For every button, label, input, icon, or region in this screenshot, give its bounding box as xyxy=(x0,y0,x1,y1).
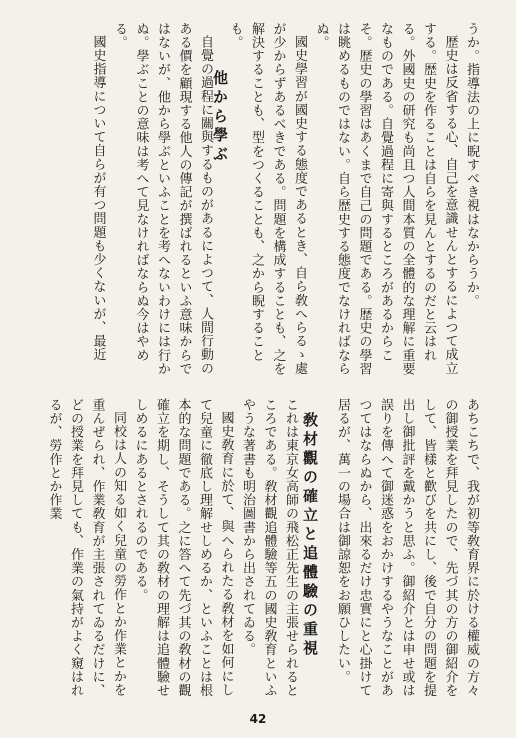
paragraph: 國史敎育に於て、與へられたる敎材を如何にして兒童に徹底し理解せしめるか、といふことは根本的な問題である。之に答へて先づ其の敎材の觀確立を期し、そうして其の敎材の理解は追體驗せしめるにあるとされるのである。 xyxy=(132,398,234,698)
text-block-bottom-right xyxy=(322,398,482,704)
text-block-bottom-left xyxy=(41,398,301,704)
paragraph: あちこちで、我が初等敎育界に於ける權威の方々の御授業を拜見したので、先づ其の方の御紹介をして、皆樣と歡びを共にし、後で自分の問題を提出し御批評を戴かうと思ふ。御紹介とは申せ或は誤りを傳へて御迷惑をおかけするやうなことがあつてはならぬから、出來るだけ忠實にと心掛けて居るが、萬一の場合は御諒恕をお願ひしたい。 xyxy=(335,398,479,698)
paragraph: 國史指導について自らが有つ問題も少くないが、最近 xyxy=(90,35,106,362)
paragraph: うか。指導法の上に睨すべき視はなからうか。 xyxy=(464,22,479,308)
paragraph: 同校は人の知る如く兒童の勞作とか作業とかを重んぜられ、作業敎育が主張されてゐるだけに、どの授業を拜見しても、作業の氣持がよく窺はれるが、勞作とか作業 xyxy=(46,398,126,698)
paragraph: 歴史は反省する心、自己を意識せんとするによつて成立する。歴史を作ることは自らを見んとするのだと云はれる。外國史の研究も尚且つ人間本質の全體的な理解に重要なものである。自覺過程に寄與するところがあるからこそ。歴史の學習はあくまで自己の問題である。歴史の學習は眺めるものではない。自ら歴史する態度でなければならぬ。 xyxy=(313,22,458,376)
paragraph: これは東京女高師の飛松正先生の主張せられるところである。敎材觀追體驗等五の國史敎育といふやうな著書も明治圖書から出されてゐる。 xyxy=(240,398,298,698)
text-block-top-left xyxy=(36,22,216,382)
paragraph: 國史學習が國史する態度であるとき、自ら敎へらるゝ處が少からずあるべきである。問題を構成することも、之を解決することも、型をつくることも、之から睨することも。 xyxy=(227,22,307,376)
text-block-top-right xyxy=(227,22,482,382)
page-number: 42 xyxy=(249,712,267,726)
section-heading-kyozai: 敎材觀の確立と追體驗の重視 xyxy=(301,412,319,659)
paragraph: 自覺の過程に關與するものがあるによつて、人間行動のある價を顧現する他人の傳記が撰ばれるといふ意味からではないが、他から學ぶといふことを考へないわけには行かぬ。學ぶことの意味は考へて見なければならぬ今はやめる。 xyxy=(112,22,213,376)
section-heading-tashika: 他から學ぶ xyxy=(211,70,229,165)
